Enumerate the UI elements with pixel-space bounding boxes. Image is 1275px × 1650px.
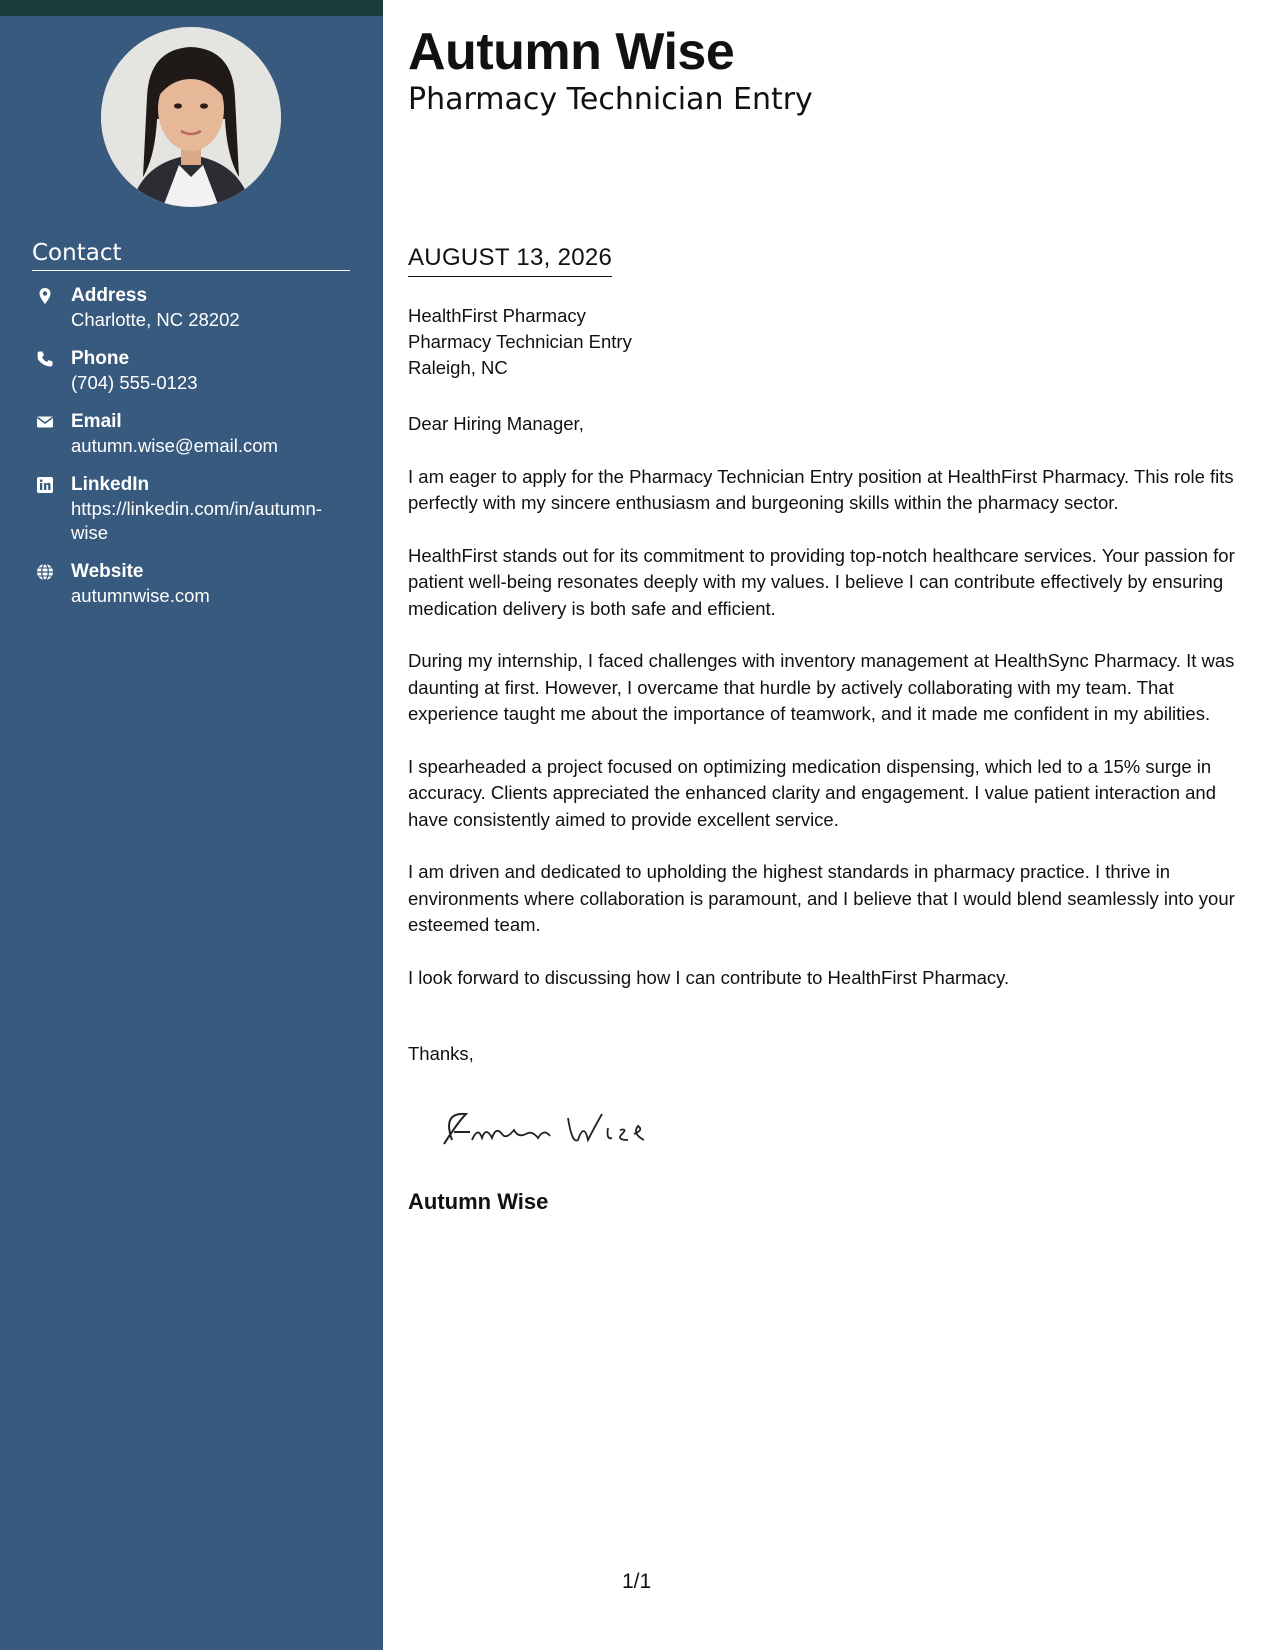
sidebar-top-bar xyxy=(0,0,383,16)
sidebar xyxy=(0,0,383,1650)
contact-list xyxy=(32,284,352,623)
letter-date: AUGUST 13, 2026 xyxy=(408,244,612,277)
paragraph: I am eager to apply for the Pharmacy Technician Entry position at HealthFirst Pharmacy. This role fits perfectly with my sincere enthusiasm and burgeoning skills within the pharmacy sector. xyxy=(408,465,1234,513)
contact-label: Phone xyxy=(71,348,130,369)
recipient-company: HealthFirst Pharmacy xyxy=(408,305,586,326)
contact-email xyxy=(32,410,352,458)
map-pin-icon xyxy=(36,287,54,305)
contact-label: Email xyxy=(71,411,122,432)
recipient-position: Pharmacy Technician Entry xyxy=(408,331,632,352)
contact-value: (704) 555-0123 xyxy=(71,372,198,393)
contact-address xyxy=(32,284,352,332)
closing: Thanks, xyxy=(408,1043,474,1064)
paragraph: HealthFirst stands out for its commitment to providing top-notch healthcare services. Your passion for patient well-being resonates deeply with my values. I believe I can contribute effectively by ensuring medication delivery is both safe and efficient. xyxy=(408,544,1235,619)
contact-value[interactable]: https://linkedin.com/in/autumn-wise xyxy=(71,498,322,543)
paragraph: I am driven and dedicated to upholding the highest standards in pharmacy practice. I thrive in environments where collaboration is paramount, and I believe that I would blend seamlessly into your esteemed team. xyxy=(408,861,1235,935)
signature-image xyxy=(422,1100,662,1160)
contact-value[interactable]: autumn.wise@email.com xyxy=(71,435,278,456)
paragraph: I spearheaded a project focused on optimizing medication dispensing, which led to a 15% surge in accuracy. Clients appreciated the enhanced clarity and engagement. I value patient interaction and have consistently aimed to provide excellent service. xyxy=(408,755,1217,830)
contact-value: Charlotte, NC 28202 xyxy=(71,309,240,330)
job-title: Pharmacy Technician Entry xyxy=(408,82,813,117)
contact-label: LinkedIn xyxy=(71,474,150,495)
signed-name: Autumn Wise xyxy=(408,1189,549,1214)
salutation: Dear Hiring Manager, xyxy=(408,413,584,434)
page-number: 1/1 xyxy=(622,1570,652,1593)
avatar xyxy=(101,27,281,207)
contact-heading: Contact xyxy=(32,240,350,271)
applicant-name: Autumn Wise xyxy=(408,23,735,81)
contact-website xyxy=(32,560,352,608)
linkedin-icon xyxy=(36,476,54,494)
letter-body xyxy=(408,411,1253,1017)
envelope-icon xyxy=(36,413,54,431)
contact-linkedin xyxy=(32,473,352,545)
contact-phone xyxy=(32,347,352,395)
contact-value[interactable]: autumnwise.com xyxy=(71,585,210,606)
recipient-location: Raleigh, NC xyxy=(408,357,508,378)
globe-icon xyxy=(36,563,54,581)
contact-label: Address xyxy=(71,285,148,306)
contact-label: Website xyxy=(71,561,144,582)
paragraph: During my internship, I faced challenges with inventory management at HealthSync Pharmacy. It was daunting at first. However, I overcame that hurdle by actively collaborating with my team. That experience taught me about the importance of teamwork, and it made me confident in my abilities. xyxy=(408,650,1235,724)
recipient-block xyxy=(408,303,632,381)
paragraph: I look forward to discussing how I can contribute to HealthFirst Pharmacy. xyxy=(408,966,1010,988)
phone-icon xyxy=(36,350,54,368)
